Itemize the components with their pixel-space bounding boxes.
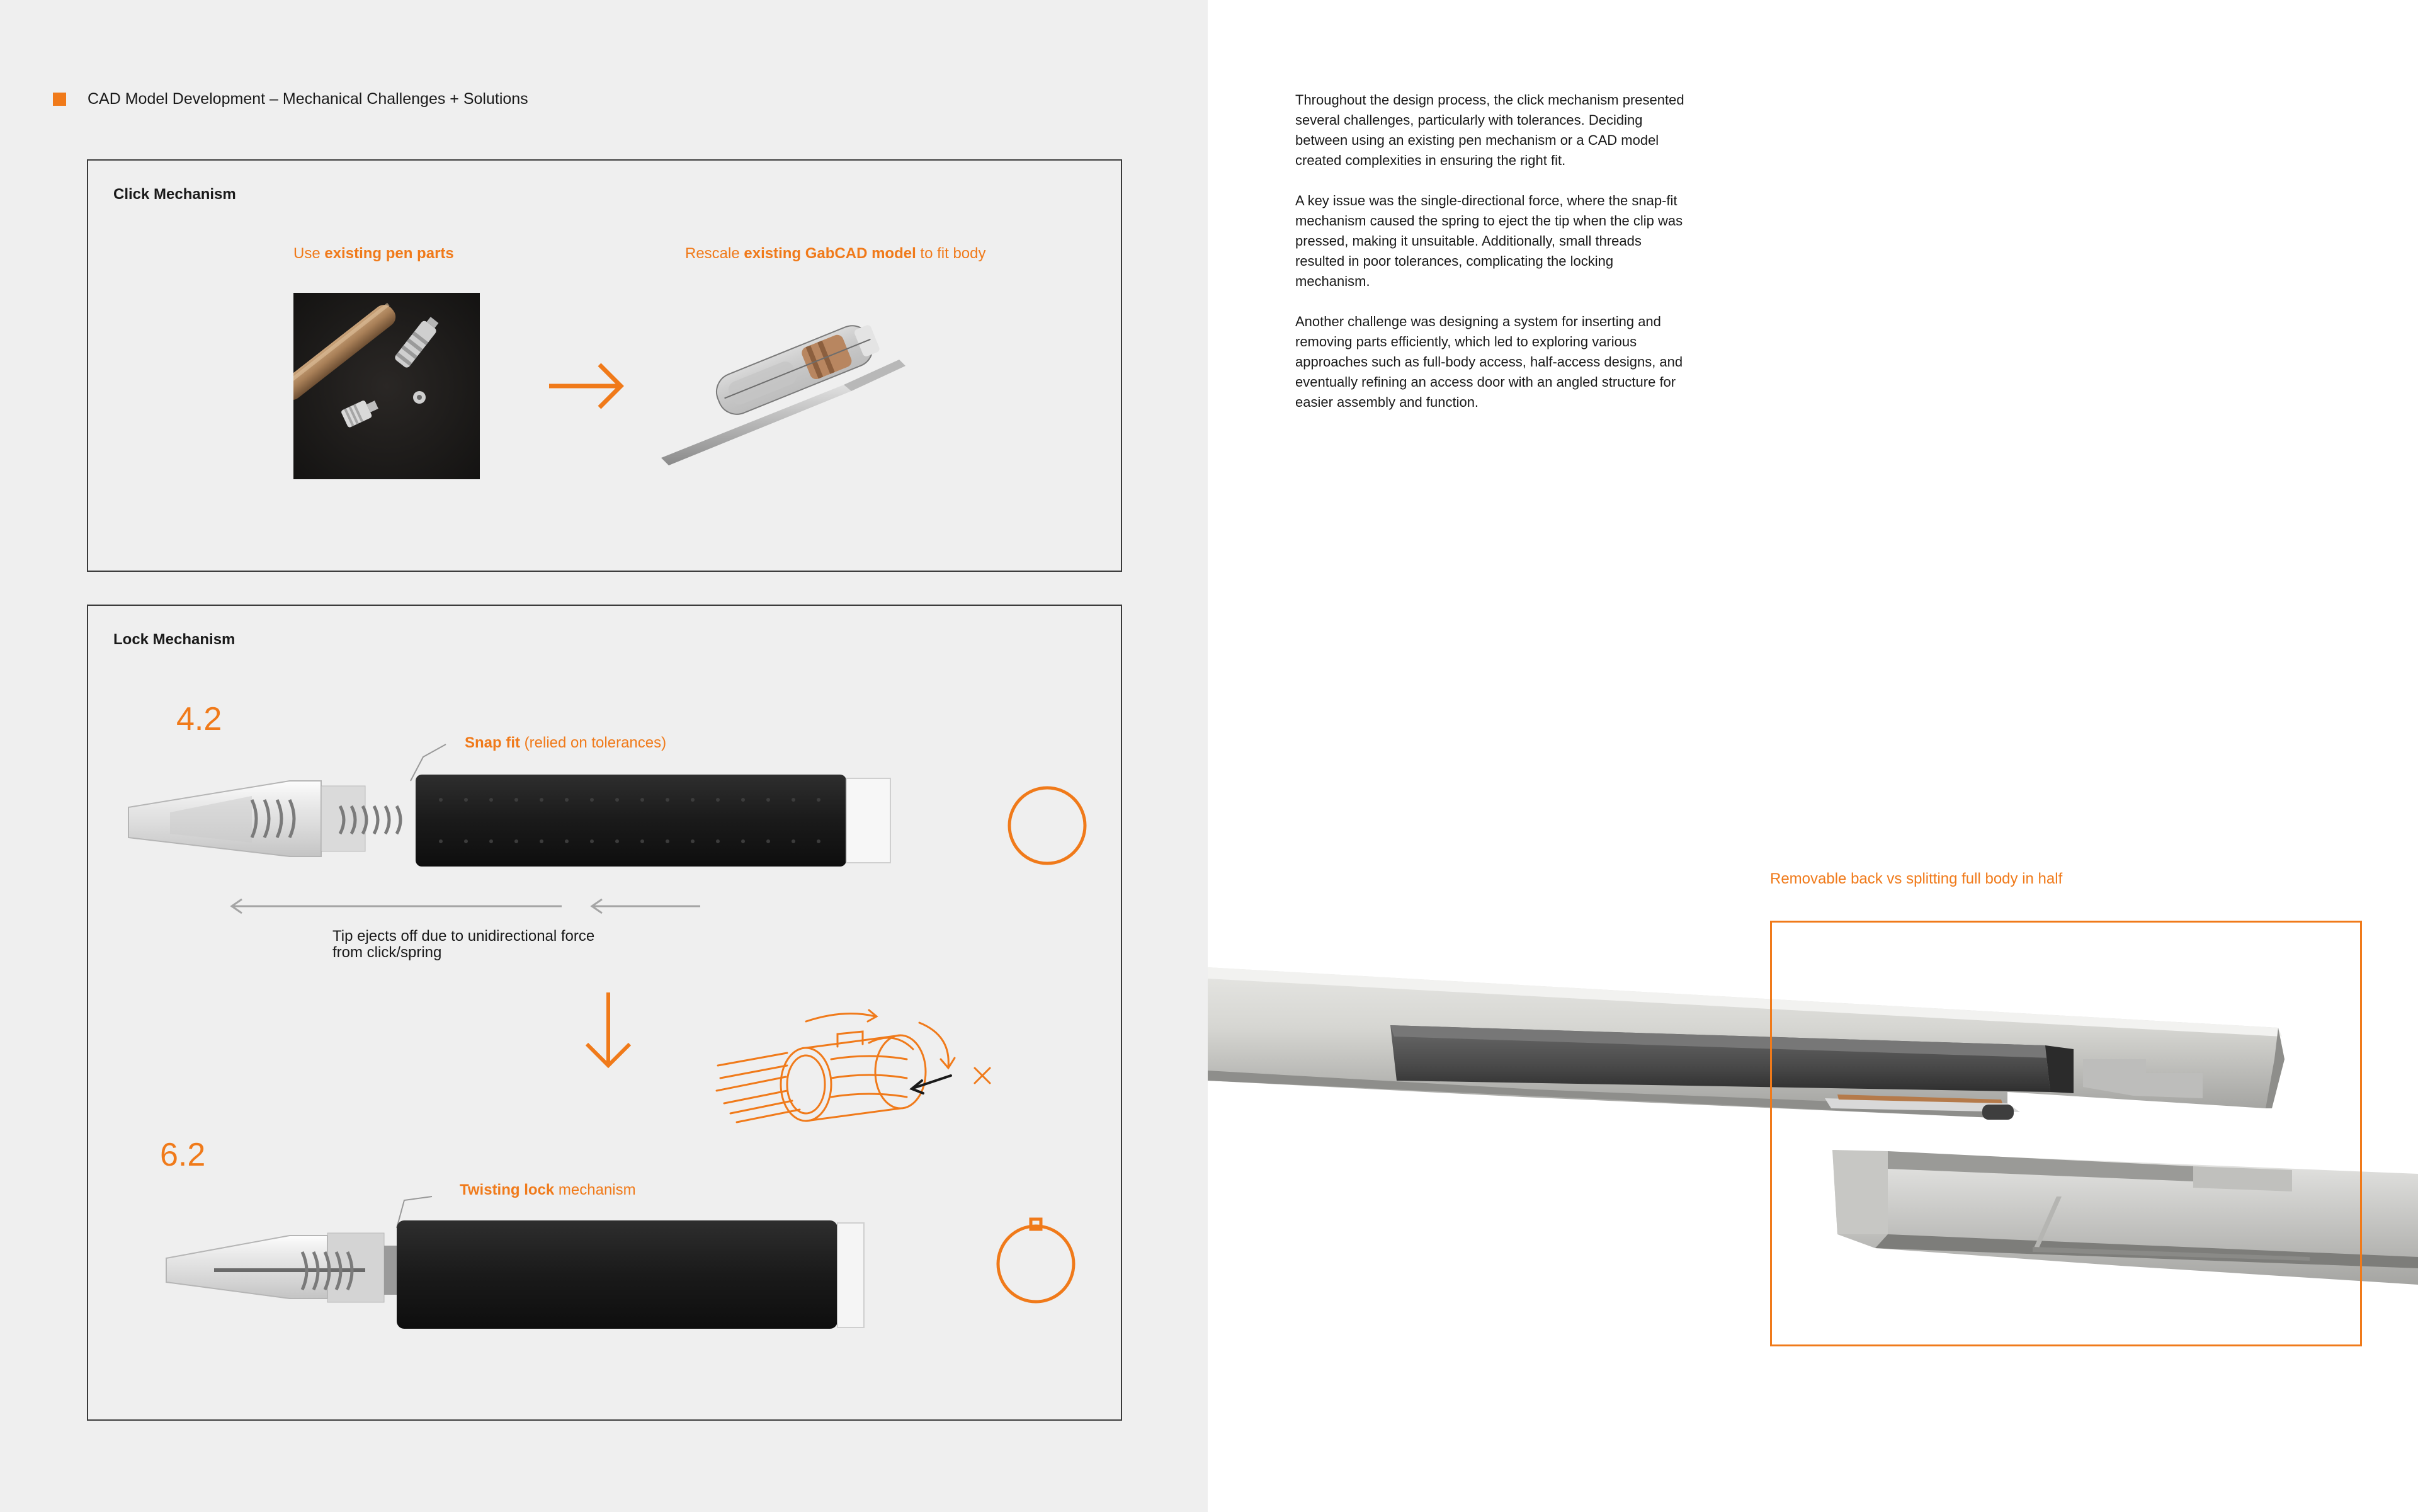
twist-lock-sketch — [712, 1003, 1001, 1135]
lock-mechanism-title: Lock Mechanism — [113, 631, 236, 648]
description-paragraph-1: Throughout the design process, the click mechanism presented several challenges, particularly with tolerances. Deciding between using an existing pen mechanism or a CAD model created complexities in ensuring the right fit. — [1295, 92, 1684, 168]
click-mechanism-panel — [87, 159, 1122, 572]
highlight-frame — [1770, 921, 2362, 1346]
section-heading — [53, 90, 528, 108]
section-marker-square — [53, 93, 66, 106]
snap-fit-label: Snap fit (relied on tolerances) — [465, 734, 667, 751]
description-text — [1295, 90, 1686, 433]
existing-pen-parts-photo — [293, 293, 480, 479]
gabcad-model-render — [655, 303, 932, 467]
twisting-lock-label: Twisting lock mechanism — [460, 1181, 636, 1198]
version-4-2-number: 4.2 — [176, 701, 222, 737]
description-paragraph-2: A key issue was the single-directional force, where the snap-fit mechanism caused the spring to eject the tip when the clip was pressed, making it unsuitable. Additionally, small threads resulted in poor tolerances, complicating the locking mechanism. — [1295, 193, 1683, 289]
snap-fit-status-circle-icon — [1006, 785, 1088, 867]
twisting-lock-pen-render — [164, 1220, 1007, 1340]
section-title-text: CAD Model Development – Mechanical Challenges + Solutions — [88, 90, 528, 108]
twisting-lock-status-circle-icon — [989, 1210, 1083, 1311]
description-paragraph-3: Another challenge was designing a system for inserting and removing parts efficiently, which led to exploring various approaches such as full-body access, half-access designs, and eventually refining an access door with an angled structure for easier assembly and function. — [1295, 314, 1683, 410]
click-mechanism-title: Click Mechanism — [113, 186, 236, 203]
eject-direction-arrows-icon — [228, 897, 707, 916]
option-existing-parts-label: Use existing pen parts — [293, 245, 454, 262]
left-page — [0, 0, 1208, 1512]
lock-mechanism-panel — [87, 605, 1122, 1421]
right-arrow-icon — [547, 362, 627, 410]
tip-ejects-note: Tip ejects off due to unidirectional force from click/spring — [332, 928, 595, 961]
option-rescale-model-label: Rescale existing GabCAD model to fit body — [685, 245, 986, 262]
version-6-2-number: 6.2 — [160, 1137, 206, 1173]
down-arrow-icon — [583, 990, 633, 1072]
snap-fit-pen-render — [126, 768, 1058, 869]
render-caption: Removable back vs splitting full body in half — [1770, 870, 2063, 887]
